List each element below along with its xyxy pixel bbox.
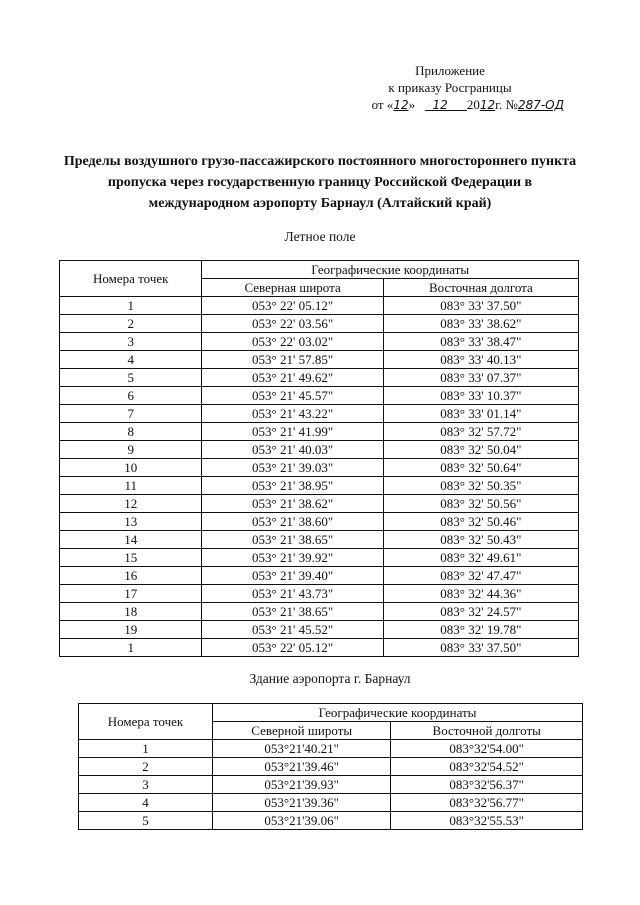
table-row <box>60 369 579 387</box>
point-number-cell: 19 <box>60 621 202 639</box>
col-header-longitude: Восточной долготы <box>391 722 583 740</box>
longitude-cell: 083°32'56.77" <box>391 794 583 812</box>
table-row <box>60 441 579 459</box>
table-row <box>60 423 579 441</box>
longitude-cell: 083° 33' 37.50" <box>383 639 578 657</box>
longitude-cell: 083° 33' 01.14" <box>383 405 578 423</box>
point-number-cell: 6 <box>60 387 202 405</box>
longitude-cell: 083° 33' 38.62" <box>383 315 578 333</box>
longitude-cell: 083° 32' 50.64" <box>383 459 578 477</box>
longitude-cell: 083° 32' 24.57" <box>383 603 578 621</box>
longitude-cell: 083° 32' 19.78" <box>383 621 578 639</box>
table-row <box>60 549 579 567</box>
col-header-coordinates: Географические координаты <box>202 261 579 279</box>
point-number-cell: 18 <box>60 603 202 621</box>
point-number-cell: 9 <box>60 441 202 459</box>
latitude-cell: 053°21'40.21" <box>213 740 391 758</box>
longitude-cell: 083°32'54.00" <box>391 740 583 758</box>
point-number-cell: 12 <box>60 495 202 513</box>
point-number-cell: 3 <box>79 776 213 794</box>
latitude-cell: 053° 22' 05.12" <box>202 297 383 315</box>
table-row <box>79 758 583 776</box>
handwritten-number: 287-ОД <box>517 98 564 112</box>
point-number-cell: 1 <box>60 639 202 657</box>
number-label: г. № <box>495 97 518 112</box>
latitude-cell: 053° 21' 45.57" <box>202 387 383 405</box>
latitude-cell: 053° 21' 39.92" <box>202 549 383 567</box>
latitude-cell: 053° 21' 38.65" <box>202 531 383 549</box>
longitude-cell: 083° 33' 38.47" <box>383 333 578 351</box>
point-number-cell: 5 <box>79 812 213 830</box>
table-row <box>60 333 579 351</box>
point-number-cell: 1 <box>60 297 202 315</box>
table-row <box>60 477 579 495</box>
longitude-cell: 083° 32' 57.72" <box>383 423 578 441</box>
table-row <box>60 567 579 585</box>
longitude-cell: 083° 32' 47.47" <box>383 567 578 585</box>
latitude-cell: 053° 22' 03.56" <box>202 315 383 333</box>
point-number-cell: 5 <box>60 369 202 387</box>
table-row <box>60 639 579 657</box>
date-prefix: от « <box>371 97 394 112</box>
longitude-cell: 083°32'55.53" <box>391 812 583 830</box>
longitude-cell: 083° 32' 50.35" <box>383 477 578 495</box>
longitude-cell: 083° 33' 40.13" <box>383 351 578 369</box>
latitude-cell: 053°21'39.06" <box>213 812 391 830</box>
latitude-cell: 053°21'39.46" <box>213 758 391 776</box>
latitude-cell: 053° 21' 38.95" <box>202 477 383 495</box>
table-row <box>60 297 579 315</box>
point-number-cell: 2 <box>60 315 202 333</box>
table-row <box>79 794 583 812</box>
point-number-cell: 1 <box>79 740 213 758</box>
airfield-table-body <box>60 297 579 657</box>
latitude-cell: 053°21'39.36" <box>213 794 391 812</box>
latitude-cell: 053° 21' 41.99" <box>202 423 383 441</box>
airfield-coordinates-table <box>59 260 579 657</box>
latitude-cell: 053° 21' 39.40" <box>202 567 383 585</box>
terminal-coordinates-table <box>78 703 583 830</box>
document-title: Пределы воздушного грузо-пассажирского постоянного многостороннего пункта пропуска через государственную границу Российской Федерации в международном аэропорту Барнаул (Алтайский край) <box>63 154 577 211</box>
longitude-cell: 083°32'56.37" <box>391 776 583 794</box>
table-row <box>60 405 579 423</box>
latitude-cell: 053°21'39.93" <box>213 776 391 794</box>
longitude-cell: 083° 33' 07.37" <box>383 369 578 387</box>
point-number-cell: 16 <box>60 567 202 585</box>
col-header-point-number: Номера точек <box>79 704 213 740</box>
point-number-cell: 2 <box>79 758 213 776</box>
longitude-cell: 083° 32' 50.43" <box>383 531 578 549</box>
table-row <box>60 495 579 513</box>
point-number-cell: 10 <box>60 459 202 477</box>
longitude-cell: 083° 32' 50.46" <box>383 513 578 531</box>
appendix-order-ref: к приказу Росграницы <box>388 80 512 95</box>
table-row <box>60 531 579 549</box>
table-row <box>60 387 579 405</box>
table-row <box>79 812 583 830</box>
longitude-cell: 083° 33' 37.50" <box>383 297 578 315</box>
latitude-cell: 053° 21' 38.62" <box>202 495 383 513</box>
longitude-cell: 083° 32' 44.36" <box>383 585 578 603</box>
table-row <box>60 351 579 369</box>
section2-title: Здание аэропорта г. Барнаул <box>249 671 411 686</box>
table-row <box>60 513 579 531</box>
longitude-cell: 083° 32' 50.04" <box>383 441 578 459</box>
point-number-cell: 4 <box>60 351 202 369</box>
date-mid: » <box>408 97 416 112</box>
latitude-cell: 053° 21' 45.52" <box>202 621 383 639</box>
col-header-latitude: Северной широты <box>213 722 391 740</box>
col-header-longitude: Восточная долгота <box>383 279 578 297</box>
handwritten-month: 12 <box>432 98 448 112</box>
point-number-cell: 13 <box>60 513 202 531</box>
table-row <box>79 740 583 758</box>
point-number-cell: 8 <box>60 423 202 441</box>
latitude-cell: 053° 21' 38.65" <box>202 603 383 621</box>
latitude-cell: 053° 21' 43.22" <box>202 405 383 423</box>
latitude-cell: 053° 21' 49.62" <box>202 369 383 387</box>
latitude-cell: 053° 21' 38.60" <box>202 513 383 531</box>
longitude-cell: 083° 32' 49.61" <box>383 549 578 567</box>
latitude-cell: 053° 22' 03.02" <box>202 333 383 351</box>
appendix-header <box>330 62 570 114</box>
latitude-cell: 053° 21' 40.03" <box>202 441 383 459</box>
latitude-cell: 053° 21' 43.73" <box>202 585 383 603</box>
point-number-cell: 15 <box>60 549 202 567</box>
point-number-cell: 14 <box>60 531 202 549</box>
appendix-label: Приложение <box>415 63 485 78</box>
longitude-cell: 083°32'54.52" <box>391 758 583 776</box>
point-number-cell: 4 <box>79 794 213 812</box>
latitude-cell: 053° 22' 05.12" <box>202 639 383 657</box>
point-number-cell: 11 <box>60 477 202 495</box>
point-number-cell: 17 <box>60 585 202 603</box>
table-row <box>79 776 583 794</box>
year-prefix: 20 <box>466 97 480 112</box>
point-number-cell: 3 <box>60 333 202 351</box>
table-row <box>60 621 579 639</box>
handwritten-year: 12 <box>479 98 496 112</box>
longitude-cell: 083° 32' 50.56" <box>383 495 578 513</box>
table-row <box>60 603 579 621</box>
table-row <box>60 459 579 477</box>
latitude-cell: 053° 21' 39.03" <box>202 459 383 477</box>
table-row <box>60 315 579 333</box>
table-row <box>60 585 579 603</box>
section1-title: Летное поле <box>284 229 356 244</box>
terminal-table-body <box>79 740 583 830</box>
point-number-cell: 7 <box>60 405 202 423</box>
latitude-cell: 053° 21' 57.85" <box>202 351 383 369</box>
appendix-date-line <box>330 96 570 114</box>
longitude-cell: 083° 33' 10.37" <box>383 387 578 405</box>
col-header-latitude: Северная широта <box>202 279 383 297</box>
col-header-coordinates: Географические координаты <box>213 704 583 722</box>
handwritten-day: 12 <box>393 98 409 112</box>
col-header-point-number: Номера точек <box>60 261 202 297</box>
